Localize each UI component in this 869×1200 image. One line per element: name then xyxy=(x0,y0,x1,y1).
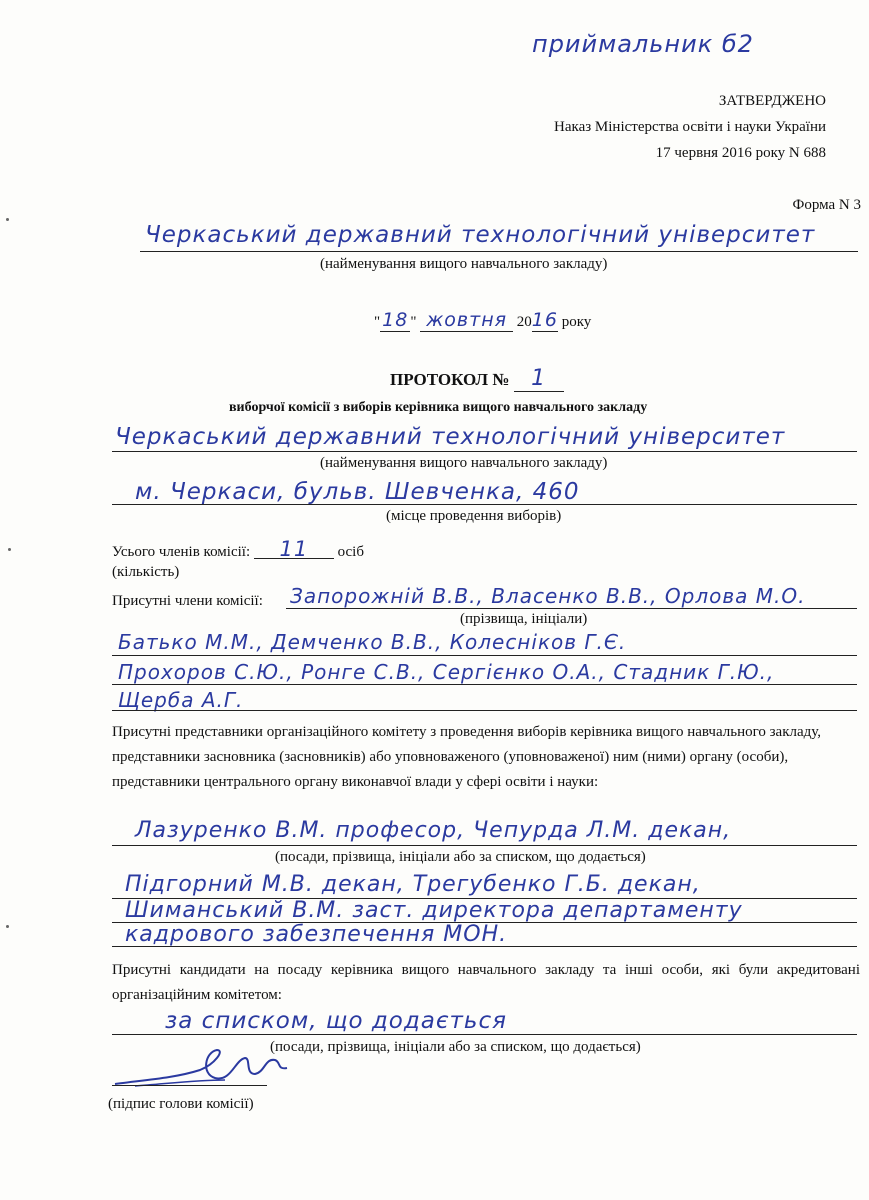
present-members-underline-3 xyxy=(112,684,857,685)
present-members-label: Присутні члени комісії: xyxy=(112,593,263,609)
members-count-label: Усього членів комісії: xyxy=(112,544,251,560)
scan-dot xyxy=(8,548,11,551)
candidates-underline xyxy=(112,1034,857,1035)
candidates-caption: (посади, прізвища, ініціали або за списком, що додається) xyxy=(270,1039,641,1055)
approval-order: Наказ Міністерства освіти і науки України xyxy=(554,119,826,135)
org-committee-underline-4 xyxy=(112,946,857,947)
chairman-signature xyxy=(105,1040,305,1100)
candidates-text: Присутні кандидати на посаду керівника вищого навчального закладу та інші особи, які були акредитовані організаційним комітетом: xyxy=(112,962,860,1003)
corner-note: приймальник б2 xyxy=(532,30,754,58)
members-count-row xyxy=(112,537,364,561)
form-label: Форма N 3 xyxy=(792,197,861,213)
present-members-line-2: Батько М.М., Демченко В.В., Колесніков Г.Є. xyxy=(118,630,627,654)
present-members-underline-4 xyxy=(112,710,857,711)
date-line xyxy=(374,311,591,331)
present-members-line-3: Прохоров С.Ю., Ронге С.В., Сергієнко О.А., Стадник Г.Ю., xyxy=(118,660,775,684)
present-members-underline-2 xyxy=(112,655,857,656)
institution-name-top: Черкаський державний технологічний університет xyxy=(145,222,816,248)
approval-title: ЗАТВЕРДЖЕНО xyxy=(718,93,826,109)
election-place: м. Черкаси, бульв. Шевченка, 460 xyxy=(135,479,580,505)
institution-caption: (найменування вищого навчального закладу) xyxy=(320,256,608,272)
election-place-underline xyxy=(112,504,857,505)
present-members-line-1: Запорожній В.В., Власенко В.В., Орлова М.О. xyxy=(290,584,806,608)
present-members-caption: (прізвища, ініціали) xyxy=(460,611,588,627)
date-suffix: року xyxy=(561,314,592,330)
protocol-number: 1 xyxy=(514,366,564,392)
institution-underline xyxy=(140,251,858,252)
org-committee-line-3: Шиманський В.М. заст. директора департаменту xyxy=(125,898,743,923)
members-count-unit: осіб xyxy=(337,544,364,560)
signature-underline xyxy=(112,1085,267,1086)
protocol-institution-caption: (найменування вищого навчального закладу) xyxy=(320,455,608,471)
scan-dot xyxy=(6,218,9,221)
protocol-title xyxy=(390,366,564,392)
org-committee-line-1: Лазуренко В.М. професор, Чепурда Л.М. декан, xyxy=(135,818,732,843)
present-members-underline-1 xyxy=(286,608,857,609)
quote-close: " xyxy=(410,314,417,330)
protocol-institution-underline xyxy=(112,451,857,452)
members-count-caption: (кількість) xyxy=(112,564,180,580)
present-members-line-4: Щерба А.Г. xyxy=(118,688,244,712)
protocol-subtitle: виборчої комісії з виборів керівника вищого навчального закладу xyxy=(229,400,648,415)
date-year-prefix: 20 xyxy=(516,314,532,330)
protocol-title-text: ПРОТОКОЛ № xyxy=(390,370,510,389)
org-committee-caption: (посади, прізвища, ініціали або за списком, що додається) xyxy=(275,849,646,865)
candidates-list: за списком, що додається xyxy=(165,1008,507,1034)
election-place-caption: (місце проведення виборів) xyxy=(386,508,562,524)
date-day: 18 xyxy=(382,309,409,331)
approval-date: 17 червня 2016 року N 688 xyxy=(655,145,826,161)
org-committee-line-4: кадрового забезпечення МОН. xyxy=(125,922,508,947)
members-count-value: 11 xyxy=(254,540,334,559)
date-month: жовтня xyxy=(420,309,513,332)
scan-dot xyxy=(6,925,9,928)
quote-open: " xyxy=(374,314,381,330)
protocol-institution: Черкаський державний технологічний університет xyxy=(115,424,786,450)
date-year: 16 xyxy=(531,309,558,331)
org-committee-underline-1 xyxy=(112,845,857,846)
signature-caption: (підпис голови комісії) xyxy=(108,1096,254,1112)
org-committee-text: Присутні представники організаційного комітету з проведення виборів керівника вищого навчального закладу, представники засновника (засновників) або уповноваженого (уповноваженої) ним (ними) органу (особи), представники центрального органу виконавчої влади у сфері освіти і науки: xyxy=(112,724,822,790)
org-committee-line-2: Підгорний М.В. декан, Трегубенко Г.Б. декан, xyxy=(125,872,701,897)
